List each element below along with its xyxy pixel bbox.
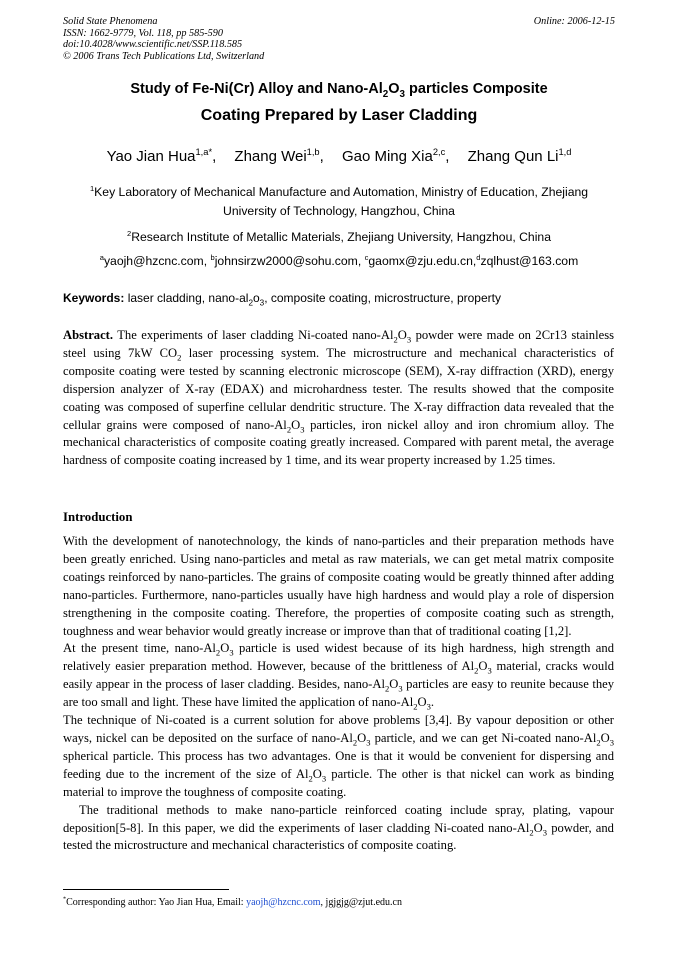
intro-paragraph-4: The traditional methods to make nano-particle reinforced coating include spray, plating, vapour deposition[5-8]. In this paper, we did the experiments of laser cladding Ni-coated nano-$Al_2O_3$ powder, and tested the microstructure and mechanical characteristics of composite coating. [63, 802, 614, 853]
author-list: Yao Jian Hua$^{1,a*}$, Zhang Wei$^{1,b}$, Gao Ming Xia$^{2,c}$, Zhang Qun Li$^{1,d}$ [106, 147, 572, 165]
author: Yao Jian Hua [106, 148, 196, 165]
keywords: Keywords: laser cladding, nano-$al_2o_3$, composite coating, microstructure, property [63, 291, 501, 308]
intro-paragraph-3: The technique of Ni-coated is a current solution for above problems [3,4]. By vapour deposition or other ways, nickel can be deposited on the surface of nano-$Al_2O_3$ particle, and we can get Ni-coated nano-$Al_2O_3$ spherical particle. This process has two advantages. One is that it would be convenient for dispersing and feeding due to the increment of the size of $Al_2O_3$ particle. The other is that nickel can work as binding material to improve the toughness of composite coating. [63, 713, 615, 799]
intro-paragraph-1: With the development of nanotechnology, the kinds of nano-particles and their preparation methods have been greatly enriched. Using nano-particles and metal as raw materials, we can get metal matrix composite coatings reinforced by nano-particles. The grains of composite coating would be greatly thinned after adding nano-particles. Furthermore, nano-particles usually have high hardness and would play a role of dispersion strengthening in the composite coating. Therefore, the properties of composite coating such as strength, toughness and wear behavior would greatly increase or improve than that of traditional coating [1,2]. [63, 534, 614, 638]
author: Zhang Wei [234, 148, 307, 165]
footnote-divider [63, 889, 229, 890]
copyright-line: © 2006 Trans Tech Publications Ltd, Switzerland [63, 50, 265, 62]
abstract-label: Abstract. [63, 328, 114, 342]
doi-line[interactable]: doi:10.4028/www.scientific.net/SSP.118.585 [63, 39, 243, 50]
email-link[interactable]: gaomx@zju.edu.cn [368, 254, 473, 268]
email-link[interactable]: yaojh@hzcnc.com [246, 897, 321, 908]
intro-paragraph-2: At the present time, nano-$Al_2O_3$ particle is used widest because of its high hardness, high strength and relatively easier preparation method. However, because of the brittleness of $Al_2O_3$ material, cracks would easily appear in the process of laser cladding. Besides, nano-$Al_2O_3$ particles are easy to reunite because they are too small and light. These have limited the application of nano-$Al_2O_3$. [63, 641, 615, 712]
affiliation-2: $^2$Research Institute of Metallic Materials, Zhejiang University, Hangzhou, China [127, 228, 551, 244]
footnote: *Corresponding author: Yao Jian Hua, Email: yaojh@hzcnc.com, jgjgjg@zjut.edu.cn [63, 895, 402, 908]
title-line-1: Study of Fe-Ni(Cr) Alloy and Nano-$Al_2O_3$ particles Composite [130, 81, 548, 100]
abstract: Abstract. The experiments of laser cladding Ni-coated nano-$Al_2O_3$ powder were made on 2Cr13 stainless steel using 7kW $CO_2$ laser processing system. The microstructure and mechanical characteristics of composite coating were tested by scanning electronic microscope (SEM), X-ray diffraction (XRD), energy dispersion analyzer of X-ray (EDAX) and microhardness tester. The results showed that the composite coating was composed of superfine cellular dendritic structure. The X-ray diffraction data revealed that the cellular grains were composed of nano-$Al_2O_3$ particles, iron nickel alloy and iron chromium alloy. The mechanical characteristics of composite coating greatly increased. Compared with parent metal, the average hardness of composite coating increased by 1 time, and its wear property increased by 1.25 times. [63, 328, 615, 468]
title-line-2: Coating Prepared by Laser Cladding [200, 107, 478, 124]
author-emails: $^a$yaojh@hzcnc.com, $^b$johnsirzw2000@sohu.com, $^c$gaomx@zju.edu.cn,$^d$zqlhust@163.com [99, 252, 579, 268]
author: Zhang Qun Li [467, 148, 559, 165]
section-heading-introduction: Introduction [63, 510, 133, 524]
affiliation-1: $^1$Key Laboratory of Mechanical Manufacture and Automation, Ministry of Education, Zhejiang University of Technology, Hangzhou, China [89, 183, 589, 218]
introduction-body [63, 533, 614, 855]
email-link[interactable]: zqlhust@163.com [480, 254, 579, 268]
keywords-label: Keywords: [63, 291, 125, 305]
online-date: Online: 2006-12-15 [533, 16, 615, 27]
author: Gao Ming Xia [341, 148, 433, 165]
journal-name: Solid State Phenomena [63, 16, 158, 27]
issn-line: ISSN: 1662-9779, Vol. 118, pp 585-590 [63, 27, 223, 39]
email-link[interactable]: johnsirzw2000@sohu.com [214, 254, 358, 268]
email-link[interactable]: yaojh@hzcnc.com [103, 254, 204, 268]
